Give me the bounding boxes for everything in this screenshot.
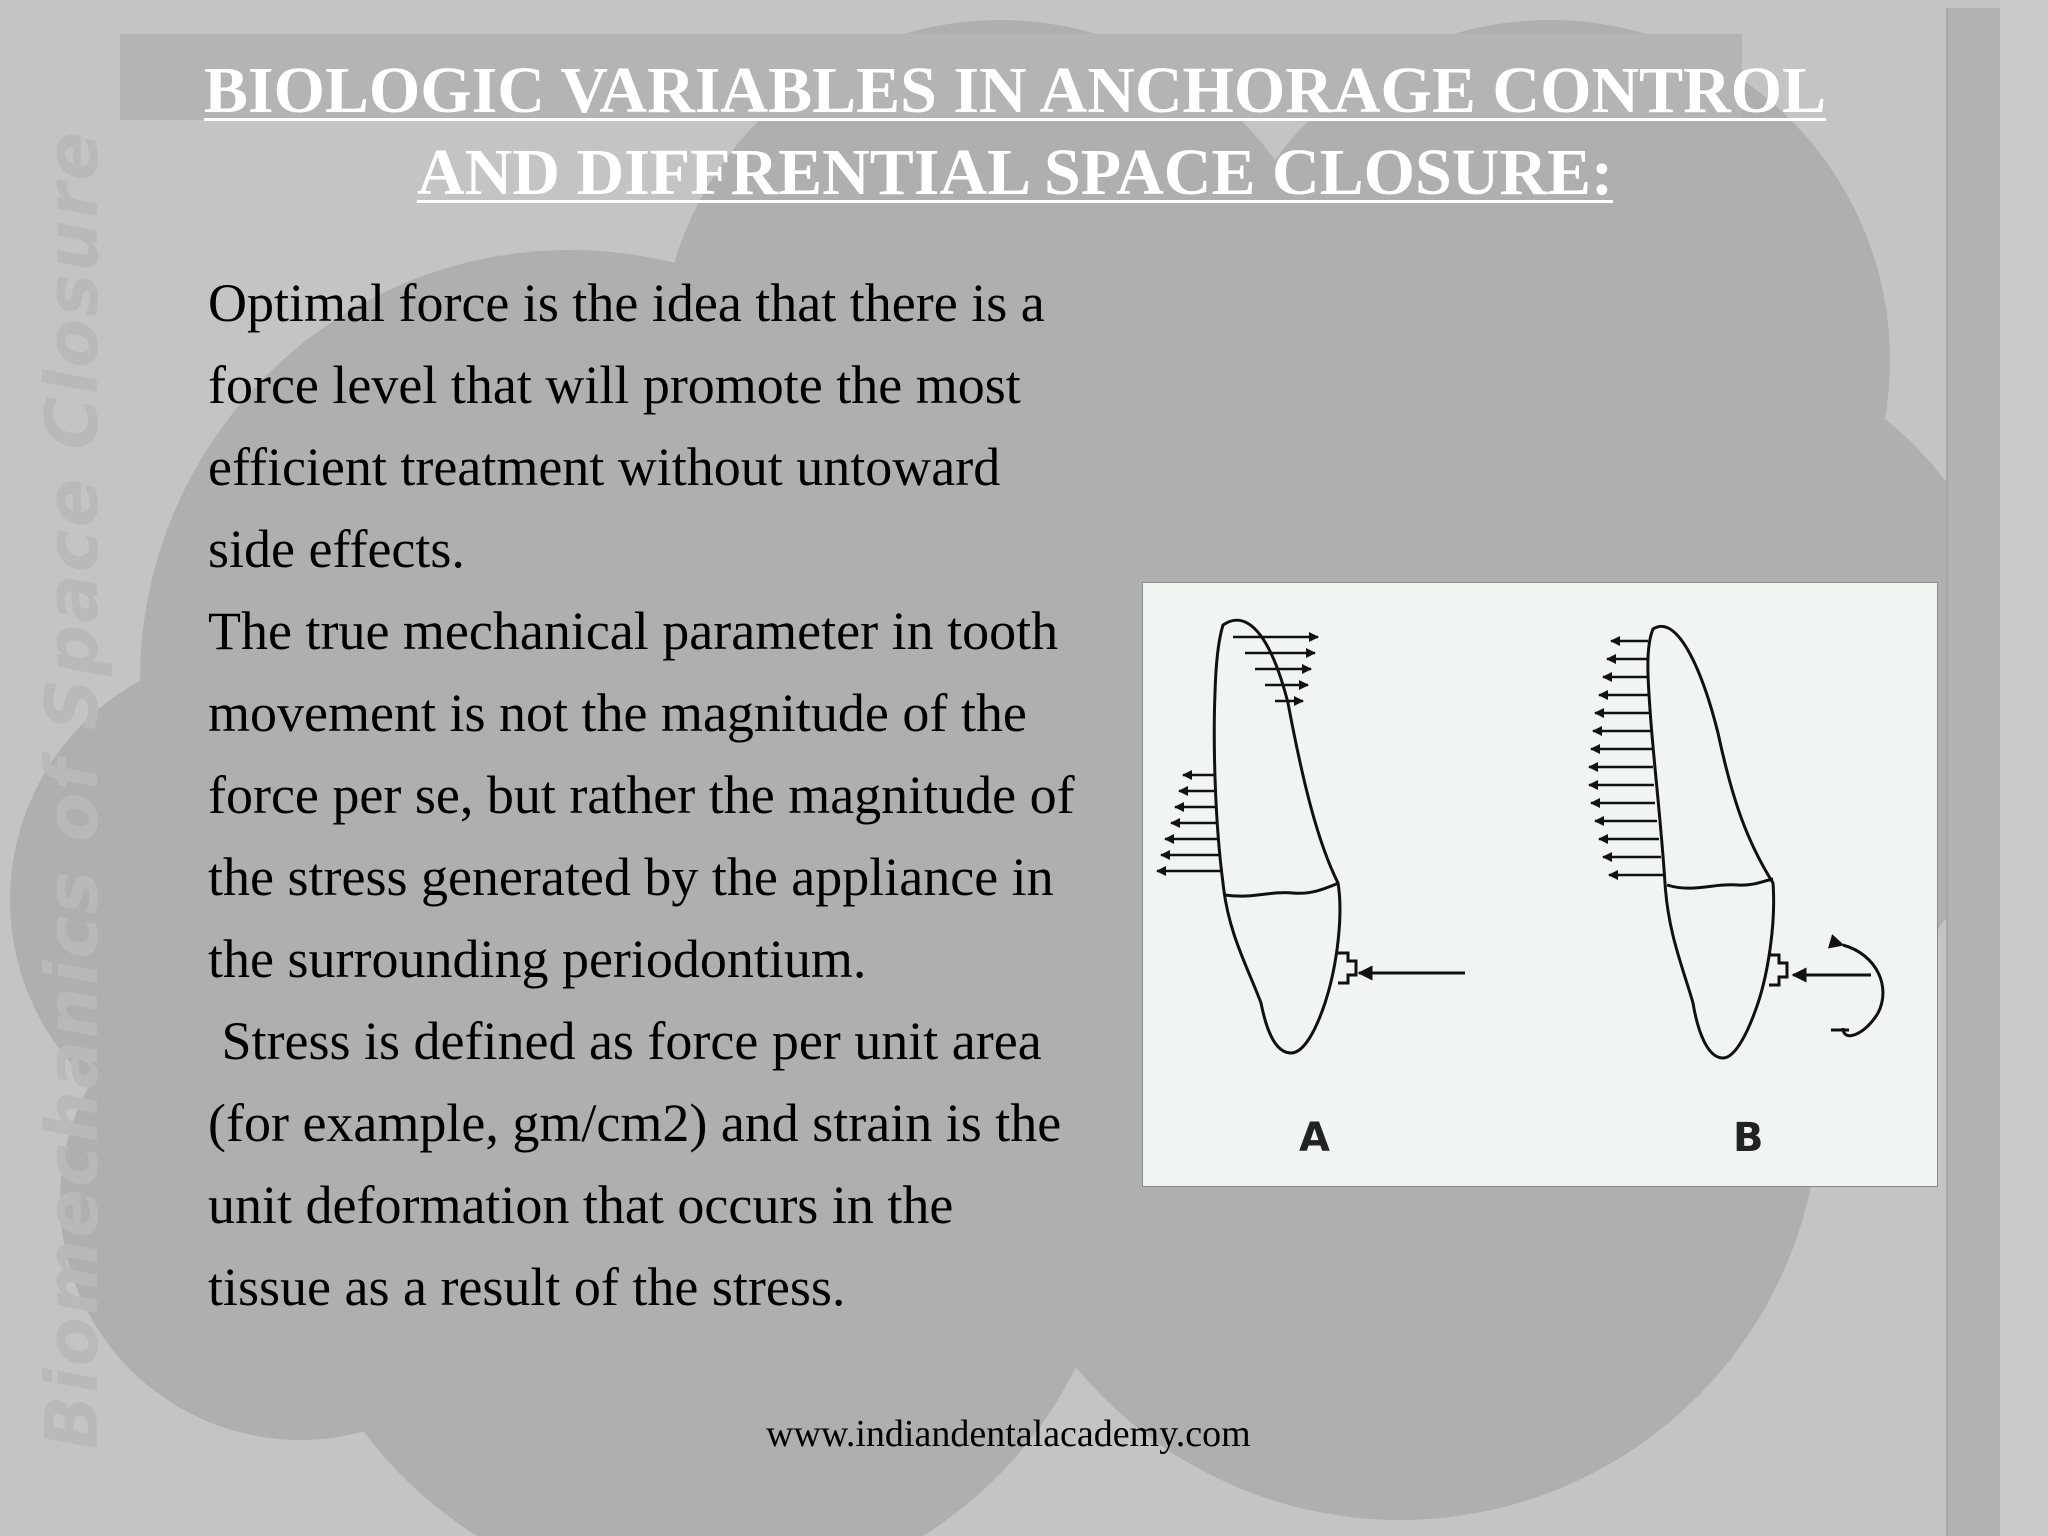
- tooth-a-cej-line: [1225, 883, 1339, 896]
- paragraph-mechanical-parameter: The true mechanical parameter in tooth movement is not the magnitude of the force per se, but rather the magnitude of the stress generated by the appliance in the surrounding periodontium.: [208, 601, 1089, 989]
- slide-title: [120, 50, 1910, 214]
- figure-label-b: B: [1733, 1115, 1764, 1161]
- tooth-diagram-svg: [1143, 583, 1937, 1186]
- tooth-b-bracket: [1769, 955, 1787, 985]
- paragraph-optimal-force: Optimal force is the idea that there is a force level that will promote the most efficient treatment without untoward side effects.: [208, 273, 1059, 579]
- tooth-a-bracket: [1338, 953, 1356, 983]
- title-line-2: AND DIFFRENTIAL SPACE CLOSURE:: [416, 136, 1614, 209]
- tooth-b-cej-line: [1667, 879, 1773, 888]
- tooth-b-outline: [1648, 626, 1774, 1058]
- body-text: [208, 262, 1088, 1328]
- right-edge-strip: [2000, 0, 2048, 1536]
- right-decorative-bar: [1946, 8, 2000, 1536]
- figure-label-a: A: [1299, 1115, 1330, 1161]
- paragraph-stress-definition: Stress is defined as force per unit area (for example, gm/cm2) and strain is the unit deformation that occurs in the tissue as a result of the stress.: [208, 1011, 1075, 1317]
- vertical-watermark: Biomechanics of Space Closure: [30, 130, 114, 1450]
- title-line-1: BIOLOGIC VARIABLES IN ANCHORAGE CONTROL: [203, 54, 1827, 127]
- tooth-stress-figure: [1142, 582, 1938, 1187]
- footer-url: www.indiandentalacademy.com: [766, 1413, 1251, 1455]
- tooth-b-moment-arrow: [1843, 945, 1883, 1036]
